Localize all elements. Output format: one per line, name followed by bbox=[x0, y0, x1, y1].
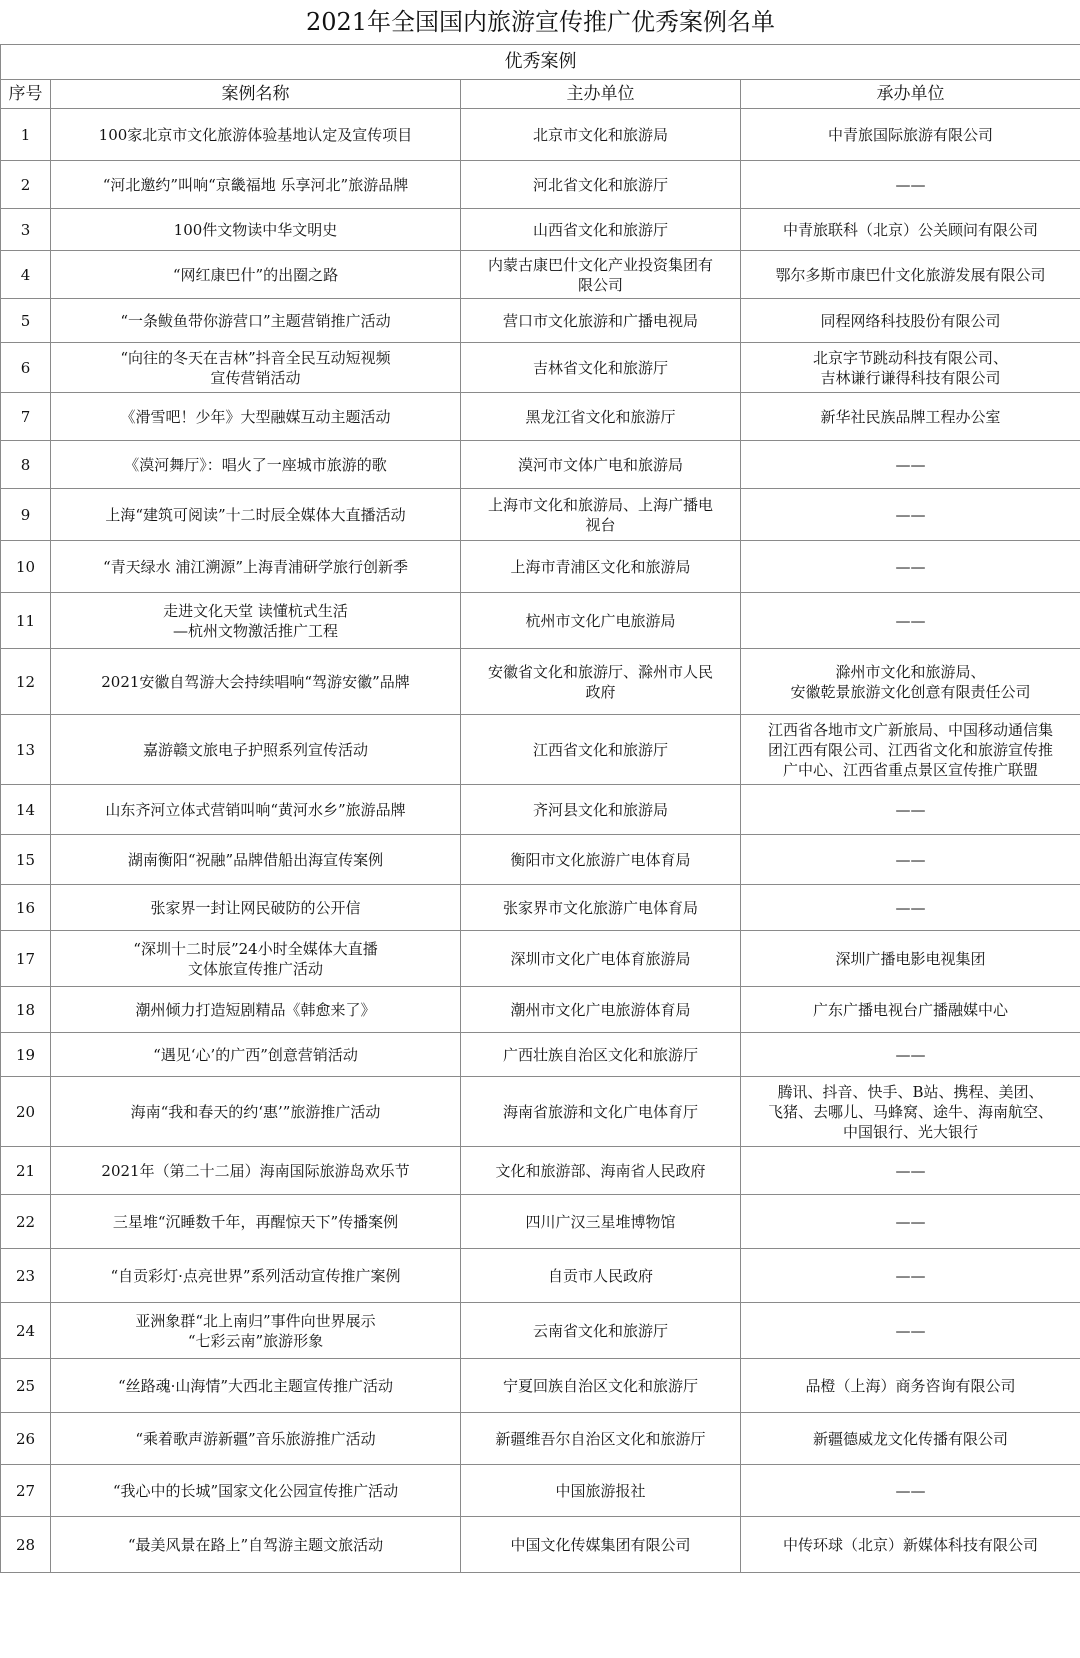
cell-case-name-line: 2021年（第二十二届）海南国际旅游岛欢乐节 bbox=[101, 1161, 410, 1180]
cell-case-name-line: “向往的冬天在吉林”抖音全民互动短视频 bbox=[120, 348, 391, 367]
cell-case-name-line: “遇见‘心’的广西”创意营销活动 bbox=[153, 1045, 358, 1064]
cell-no: 21 bbox=[1, 1147, 51, 1195]
cell-organizer-line: —— bbox=[895, 1321, 926, 1340]
cell-organizer-line: 鄂尔多斯市康巴什文化旅游发展有限公司 bbox=[775, 265, 1046, 284]
cell-case-name-line: 嘉游赣文旅电子护照系列宣传活动 bbox=[142, 740, 368, 759]
cell-organizer-line: 深圳广播电影电视集团 bbox=[835, 949, 986, 968]
cell-host-line: 内蒙古康巴什文化产业投资集团有 bbox=[487, 255, 713, 274]
cell-organizer-line: —— bbox=[895, 175, 926, 194]
cell-organizer bbox=[741, 593, 1080, 649]
cell-host bbox=[461, 109, 741, 161]
cell-organizer bbox=[741, 1077, 1080, 1147]
cell-organizer-line: —— bbox=[895, 505, 926, 524]
cell-host bbox=[461, 987, 741, 1033]
cell-case-name bbox=[51, 649, 461, 715]
cell-case-name bbox=[51, 299, 461, 343]
cell-organizer-line: 广中心、江西省重点景区宣传推广联盟 bbox=[783, 760, 1039, 779]
cell-host bbox=[461, 1033, 741, 1077]
cell-case-name bbox=[51, 489, 461, 541]
cell-organizer bbox=[741, 209, 1080, 251]
cell-host-line: 安徽省文化和旅游厅、滁州市人民 bbox=[487, 662, 713, 681]
cell-host bbox=[461, 931, 741, 987]
cell-host bbox=[461, 593, 741, 649]
table-row bbox=[1, 1249, 1080, 1303]
cell-host-line: 营口市文化旅游和广播电视局 bbox=[502, 311, 698, 330]
cell-case-name bbox=[51, 987, 461, 1033]
cell-case-name-line: “七彩云南”旅游形象 bbox=[187, 1331, 324, 1350]
cell-case-name bbox=[51, 161, 461, 209]
cell-organizer bbox=[741, 885, 1080, 931]
cell-no: 12 bbox=[1, 649, 51, 715]
cell-case-name-line: 海南“我和春天的约‘惠’”旅游推广活动 bbox=[130, 1102, 381, 1121]
cell-host bbox=[461, 393, 741, 441]
cell-case-name-line: 湖南衡阳“祝融”品牌借船出海宣传案例 bbox=[127, 850, 384, 869]
cell-organizer-line: —— bbox=[895, 1266, 926, 1285]
header-no: 序号 bbox=[1, 80, 51, 109]
table-row bbox=[1, 987, 1080, 1033]
cell-no: 6 bbox=[1, 343, 51, 393]
cell-host-line: 自贡市人民政府 bbox=[547, 1266, 653, 1285]
cell-no: 19 bbox=[1, 1033, 51, 1077]
cell-host bbox=[461, 1147, 741, 1195]
cell-organizer bbox=[741, 299, 1080, 343]
cell-case-name-line: 亚洲象群“北上南归”事件向世界展示 bbox=[135, 1311, 376, 1330]
cell-case-name-line: 潮州倾力打造短剧精品《韩愈来了》 bbox=[135, 1000, 376, 1019]
cell-organizer bbox=[741, 835, 1080, 885]
cell-case-name-line: “深圳十二时辰”24小时全媒体大直播 bbox=[133, 939, 378, 958]
cell-host bbox=[461, 343, 741, 393]
cell-organizer bbox=[741, 931, 1080, 987]
table-row bbox=[1, 161, 1080, 209]
section-title: 优秀案例 bbox=[1, 45, 1080, 80]
cell-host-line: 张家界市文化旅游广电体育局 bbox=[502, 898, 698, 917]
cell-organizer-line: 新疆德威龙文化传播有限公司 bbox=[813, 1429, 1009, 1448]
cell-host-line: 衡阳市文化旅游广电体育局 bbox=[510, 850, 691, 869]
cell-organizer bbox=[741, 393, 1080, 441]
cell-case-name bbox=[51, 1195, 461, 1249]
cell-no: 16 bbox=[1, 885, 51, 931]
cell-host-line: 齐河县文化和旅游局 bbox=[532, 800, 668, 819]
cell-organizer bbox=[741, 161, 1080, 209]
cell-no: 8 bbox=[1, 441, 51, 489]
cell-case-name bbox=[51, 393, 461, 441]
cell-host-line: 海南省旅游和文化广电体育厅 bbox=[502, 1102, 698, 1121]
cell-no: 7 bbox=[1, 393, 51, 441]
cell-organizer bbox=[741, 251, 1080, 299]
cell-organizer bbox=[741, 109, 1080, 161]
cell-case-name bbox=[51, 1147, 461, 1195]
cell-organizer-line: 腾讯、抖音、快手、B站、携程、美团、 bbox=[777, 1082, 1044, 1101]
table-row bbox=[1, 1195, 1080, 1249]
table-row bbox=[1, 593, 1080, 649]
cell-organizer-line: 中传环球（北京）新媒体科技有限公司 bbox=[783, 1535, 1039, 1554]
cell-no: 24 bbox=[1, 1303, 51, 1359]
cell-host bbox=[461, 1465, 741, 1517]
cell-case-name bbox=[51, 1465, 461, 1517]
table-row bbox=[1, 1359, 1080, 1413]
cell-organizer-line: —— bbox=[895, 1481, 926, 1500]
cell-no: 28 bbox=[1, 1517, 51, 1573]
cell-case-name-line: 张家界一封让网民破防的公开信 bbox=[150, 898, 361, 917]
cell-organizer-line: 安徽乾景旅游文化创意有限责任公司 bbox=[790, 682, 1031, 701]
cell-no: 3 bbox=[1, 209, 51, 251]
cell-organizer-line: —— bbox=[895, 557, 926, 576]
section-row bbox=[1, 45, 1080, 80]
cell-host bbox=[461, 251, 741, 299]
cell-no: 11 bbox=[1, 593, 51, 649]
cell-host-line: 杭州市文化广电旅游局 bbox=[525, 611, 676, 630]
cell-host bbox=[461, 441, 741, 489]
cell-case-name-line: 《滑雪吧！少年》大型融媒互动主题活动 bbox=[120, 407, 391, 426]
cell-case-name bbox=[51, 1359, 461, 1413]
table-row bbox=[1, 931, 1080, 987]
cell-host-line: 潮州市文化广电旅游体育局 bbox=[510, 1000, 691, 1019]
cell-host bbox=[461, 835, 741, 885]
cell-no: 1 bbox=[1, 109, 51, 161]
table-row bbox=[1, 109, 1080, 161]
cell-no: 20 bbox=[1, 1077, 51, 1147]
cell-organizer-line: 江西省各地市文广新旅局、中国移动通信集 bbox=[768, 720, 1054, 739]
cell-host-line: 吉林省文化和旅游厅 bbox=[532, 358, 668, 377]
cell-case-name bbox=[51, 715, 461, 785]
cell-host bbox=[461, 1517, 741, 1573]
cell-organizer-line: 中青旅国际旅游有限公司 bbox=[828, 125, 994, 144]
cell-host-line: 政府 bbox=[585, 682, 616, 701]
cell-organizer-line: —— bbox=[895, 1212, 926, 1231]
cell-case-name-line: “一条鲅鱼带你游营口”主题营销推广活动 bbox=[120, 311, 391, 330]
cell-case-name bbox=[51, 541, 461, 593]
cell-organizer-line: 北京字节跳动科技有限公司、 bbox=[813, 348, 1009, 367]
cell-no: 10 bbox=[1, 541, 51, 593]
cell-organizer bbox=[741, 987, 1080, 1033]
cell-host-line: 四川广汉三星堆博物馆 bbox=[525, 1212, 676, 1231]
cell-host-line: 中国文化传媒集团有限公司 bbox=[510, 1535, 691, 1554]
cell-organizer-line: 团江西有限公司、江西省文化和旅游宣传推 bbox=[768, 740, 1054, 759]
cell-host bbox=[461, 1303, 741, 1359]
cell-organizer bbox=[741, 1413, 1080, 1465]
header-row bbox=[1, 80, 1080, 109]
cell-case-name-line: 100件文物读中华文明史 bbox=[173, 220, 338, 239]
cell-host-line: 中国旅游报社 bbox=[555, 1481, 646, 1500]
cell-case-name bbox=[51, 593, 461, 649]
cell-case-name-line: “河北邀约”叫响“京畿福地 乐享河北”旅游品牌 bbox=[102, 175, 409, 194]
cell-organizer-line: 吉林谦行谦得科技有限公司 bbox=[820, 368, 1001, 387]
cell-organizer-line: —— bbox=[895, 800, 926, 819]
table-row bbox=[1, 885, 1080, 931]
cell-host-line: 深圳市文化广电体育旅游局 bbox=[510, 949, 691, 968]
cell-host-line: 漠河市文体广电和旅游局 bbox=[517, 455, 683, 474]
cell-case-name bbox=[51, 1413, 461, 1465]
page-title: 2021年全国国内旅游宣传推广优秀案例名单 bbox=[1, 0, 1080, 45]
cell-case-name bbox=[51, 1033, 461, 1077]
cell-organizer-line: 中国银行、光大银行 bbox=[843, 1122, 979, 1141]
cell-case-name bbox=[51, 931, 461, 987]
cell-host-line: 北京市文化和旅游局 bbox=[532, 125, 668, 144]
cell-no: 17 bbox=[1, 931, 51, 987]
cell-case-name-line: “自贡彩灯·点亮世界”系列活动宣传推广案例 bbox=[110, 1266, 401, 1285]
cell-case-name bbox=[51, 1303, 461, 1359]
cell-organizer bbox=[741, 1147, 1080, 1195]
title-row bbox=[1, 0, 1080, 45]
cell-host-line: 江西省文化和旅游厅 bbox=[532, 740, 668, 759]
table-row bbox=[1, 1033, 1080, 1077]
cell-organizer-line: —— bbox=[895, 1045, 926, 1064]
cell-case-name bbox=[51, 441, 461, 489]
table-row bbox=[1, 835, 1080, 885]
header-organizer: 承办单位 bbox=[741, 80, 1080, 109]
cell-no: 25 bbox=[1, 1359, 51, 1413]
cell-case-name-line: —杭州文物激活推广工程 bbox=[172, 621, 338, 640]
cell-organizer bbox=[741, 1359, 1080, 1413]
table-row bbox=[1, 299, 1080, 343]
cell-host-line: 广西壮族自治区文化和旅游厅 bbox=[502, 1045, 698, 1064]
table-row bbox=[1, 649, 1080, 715]
cell-case-name-line: “最美风景在路上”自驾游主题文旅活动 bbox=[127, 1535, 384, 1554]
cell-organizer-line: —— bbox=[895, 850, 926, 869]
table-row bbox=[1, 343, 1080, 393]
cell-host-line: 宁夏回族自治区文化和旅游厅 bbox=[502, 1376, 698, 1395]
cell-no: 13 bbox=[1, 715, 51, 785]
cell-host-line: 河北省文化和旅游厅 bbox=[532, 175, 668, 194]
cell-case-name-line: 文体旅宣传推广活动 bbox=[187, 959, 323, 978]
cell-case-name-line: “青天绿水 浦江溯源”上海青浦研学旅行创新季 bbox=[102, 557, 409, 576]
cell-case-name bbox=[51, 343, 461, 393]
cell-host bbox=[461, 649, 741, 715]
cell-case-name bbox=[51, 1517, 461, 1573]
cell-case-name bbox=[51, 835, 461, 885]
cell-case-name-line: 100家北京市文化旅游体验基地认定及宣传项目 bbox=[98, 125, 413, 144]
table-row bbox=[1, 209, 1080, 251]
cell-no: 9 bbox=[1, 489, 51, 541]
cell-host-line: 黑龙江省文化和旅游厅 bbox=[525, 407, 676, 426]
table-row bbox=[1, 541, 1080, 593]
cell-organizer bbox=[741, 541, 1080, 593]
cell-host-line: 上海市文化和旅游局、上海广播电 bbox=[487, 495, 713, 514]
cell-case-name bbox=[51, 251, 461, 299]
cell-case-name bbox=[51, 209, 461, 251]
table-row bbox=[1, 785, 1080, 835]
cell-case-name-line: “我心中的长城”国家文化公园宣传推广活动 bbox=[112, 1481, 399, 1500]
cell-case-name-line: 三星堆“沉睡数千年，再醒惊天下”传播案例 bbox=[112, 1212, 399, 1231]
cell-no: 14 bbox=[1, 785, 51, 835]
cell-no: 26 bbox=[1, 1413, 51, 1465]
cell-host bbox=[461, 715, 741, 785]
cell-case-name-line: 山东齐河立体式营销叫响“黄河水乡”旅游品牌 bbox=[105, 800, 406, 819]
cell-organizer-line: 广东广播电视台广播融媒中心 bbox=[813, 1000, 1009, 1019]
table-row bbox=[1, 1303, 1080, 1359]
cell-organizer bbox=[741, 649, 1080, 715]
cell-host bbox=[461, 299, 741, 343]
cell-case-name bbox=[51, 1249, 461, 1303]
cell-organizer bbox=[741, 715, 1080, 785]
cell-case-name bbox=[51, 1077, 461, 1147]
table-row bbox=[1, 251, 1080, 299]
cell-case-name-line: “网红康巴什”的出圈之路 bbox=[172, 265, 339, 284]
cell-organizer-line: 品橙（上海）商务咨询有限公司 bbox=[805, 1376, 1016, 1395]
table-row bbox=[1, 1465, 1080, 1517]
cell-organizer bbox=[741, 489, 1080, 541]
cell-no: 22 bbox=[1, 1195, 51, 1249]
cell-no: 4 bbox=[1, 251, 51, 299]
cell-organizer bbox=[741, 1249, 1080, 1303]
cell-no: 18 bbox=[1, 987, 51, 1033]
cell-case-name-line: 上海“建筑可阅读”十二时辰全媒体大直播活动 bbox=[105, 505, 406, 524]
cell-case-name-line: 走进文化天堂 读懂杭式生活 bbox=[163, 601, 348, 620]
cell-host bbox=[461, 785, 741, 835]
cell-no: 5 bbox=[1, 299, 51, 343]
cell-organizer bbox=[741, 343, 1080, 393]
cell-case-name-line: 《漠河舞厅》：唱火了一座城市旅游的歌 bbox=[124, 455, 387, 474]
header-host: 主办单位 bbox=[461, 80, 741, 109]
cell-organizer-line: 飞猪、去哪儿、马蜂窝、途牛、海南航空、 bbox=[768, 1102, 1054, 1121]
cell-case-name bbox=[51, 785, 461, 835]
table-row bbox=[1, 715, 1080, 785]
table-row bbox=[1, 393, 1080, 441]
cell-host bbox=[461, 1413, 741, 1465]
cell-host-line: 山西省文化和旅游厅 bbox=[532, 220, 668, 239]
cell-organizer-line: —— bbox=[895, 455, 926, 474]
table-row bbox=[1, 489, 1080, 541]
cell-host bbox=[461, 1195, 741, 1249]
cell-host bbox=[461, 885, 741, 931]
cell-no: 2 bbox=[1, 161, 51, 209]
cell-host-line: 云南省文化和旅游厅 bbox=[532, 1321, 668, 1340]
cell-organizer-line: 同程网络科技股份有限公司 bbox=[820, 311, 1001, 330]
cell-organizer bbox=[741, 1465, 1080, 1517]
cell-host bbox=[461, 161, 741, 209]
header-name: 案例名称 bbox=[51, 80, 461, 109]
cell-organizer bbox=[741, 1195, 1080, 1249]
cell-case-name-line: 2021安徽自驾游大会持续唱响“驾游安徽”品牌 bbox=[101, 672, 410, 691]
cell-organizer-line: 新华社民族品牌工程办公室 bbox=[820, 407, 1001, 426]
cell-organizer bbox=[741, 1517, 1080, 1573]
cell-organizer-line: —— bbox=[895, 611, 926, 630]
table-row bbox=[1, 1077, 1080, 1147]
table-row bbox=[1, 441, 1080, 489]
cell-case-name bbox=[51, 885, 461, 931]
cell-case-name-line: 宣传营销活动 bbox=[210, 368, 301, 387]
cell-case-name-line: “丝路魂·山海情”大西北主题宣传推广活动 bbox=[117, 1376, 394, 1395]
cell-no: 23 bbox=[1, 1249, 51, 1303]
cell-case-name bbox=[51, 109, 461, 161]
cell-host bbox=[461, 1249, 741, 1303]
cell-host bbox=[461, 489, 741, 541]
cell-host-line: 上海市青浦区文化和旅游局 bbox=[510, 557, 691, 576]
cell-organizer-line: —— bbox=[895, 898, 926, 917]
cell-organizer bbox=[741, 785, 1080, 835]
cell-host bbox=[461, 209, 741, 251]
cell-case-name-line: “乘着歌声游新疆”音乐旅游推广活动 bbox=[135, 1429, 376, 1448]
cell-host-line: 限公司 bbox=[577, 275, 623, 294]
cell-organizer-line: —— bbox=[895, 1161, 926, 1180]
cell-organizer-line: 中青旅联科（北京）公关顾问有限公司 bbox=[783, 220, 1039, 239]
cell-host bbox=[461, 541, 741, 593]
cell-host-line: 新疆维吾尔自治区文化和旅游厅 bbox=[495, 1429, 706, 1448]
table-row bbox=[1, 1517, 1080, 1573]
cell-host bbox=[461, 1077, 741, 1147]
cell-organizer-line: 滁州市文化和旅游局、 bbox=[835, 662, 986, 681]
cell-host-line: 视台 bbox=[585, 515, 616, 534]
cell-host-line: 文化和旅游部、海南省人民政府 bbox=[495, 1161, 706, 1180]
cell-organizer bbox=[741, 1303, 1080, 1359]
cell-host bbox=[461, 1359, 741, 1413]
table-row bbox=[1, 1147, 1080, 1195]
table-row bbox=[1, 1413, 1080, 1465]
cell-organizer bbox=[741, 441, 1080, 489]
cell-no: 15 bbox=[1, 835, 51, 885]
cell-no: 27 bbox=[1, 1465, 51, 1517]
cell-organizer bbox=[741, 1033, 1080, 1077]
